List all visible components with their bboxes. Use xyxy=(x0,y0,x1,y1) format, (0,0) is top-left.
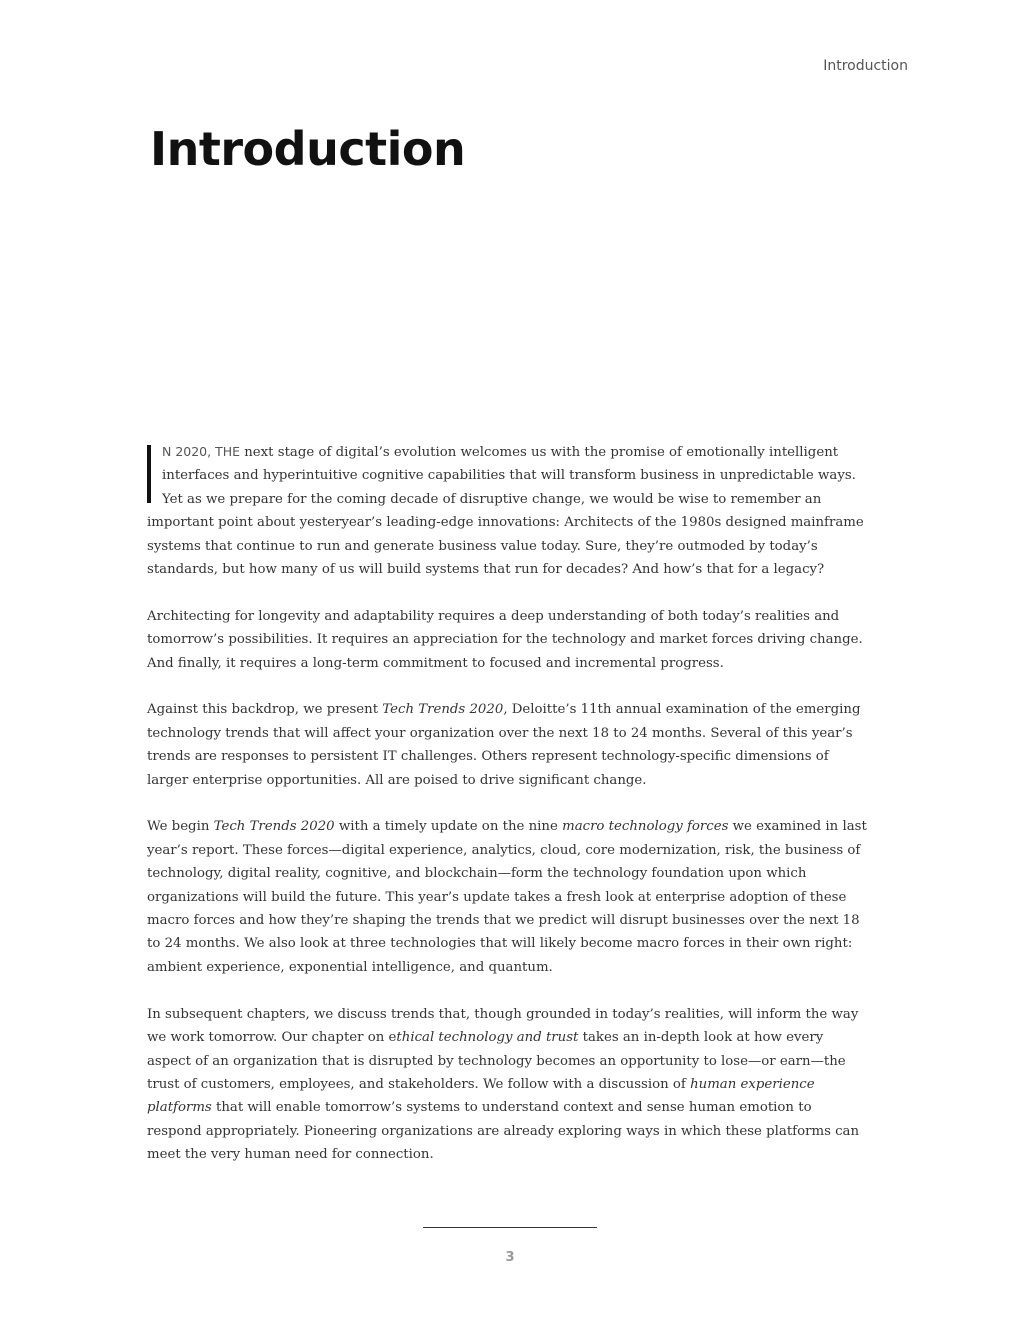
paragraph-text: In subsequent chapters, we discuss trends that, though grounded in today’s realities, will inform the way we work tomorrow. Our chapter on e xyxy=(147,1006,859,1046)
italic-text: macro technology forces xyxy=(562,819,729,835)
paragraph-5 xyxy=(147,1003,869,1167)
paragraph-3 xyxy=(147,698,869,792)
paragraph-1 xyxy=(147,440,869,581)
paragraph-text: , Deloitte’s 11th annual examination of the emerging technology trends that will affect your organization over the next 18 to 24 months. Several of this year’s trends are responses to persistent IT challenges. Others represent technology-specific dimensions of larger enterprise opportunities. All are poised to drive significant change. xyxy=(147,702,861,788)
lead-in-text: N 2020, THE xyxy=(162,444,241,459)
drop-cap-bar xyxy=(147,445,151,503)
page-title: Introduction xyxy=(150,122,466,176)
paragraph-2 xyxy=(147,605,869,675)
paragraph-text: with a timely update on the nine xyxy=(334,819,563,835)
paragraph-text: Architecting for longevity and adaptability requires a deep understanding of both today’s realities and tomorrow’s possibilities. It requires an appreciation for the technology and market forces driving change. And finally, it requires a long-term commitment to focused and incremental progress. xyxy=(147,608,863,671)
paragraph-text: we examined in last year’s report. These forces—digital experience, analytics, cloud, core modernization, risk, the business of technology, digital reality, cognitive, and blockchain—form the technology foundation upon which organizations will build the future. This year’s update takes a fresh look at enterprise adoption of these macro forces and how they’re shaping the trends that we predict will disrupt businesses over the next 18 to 24 months. We also look at three technologies that will likely become macro forces in their own right: ambient experience, exponential intelligence, and quantum. xyxy=(147,819,867,975)
footer-divider xyxy=(423,1227,597,1228)
paragraph-text: that will enable tomorrow’s systems to understand context and sense human emotion to respond appropriately. Pioneering organizations are already exploring ways in which these platforms can meet the very human need for connection. xyxy=(147,1100,860,1163)
page-number: 3 xyxy=(505,1250,515,1265)
paragraph-text: next stage of digital’s evolution welcomes us with the promise of emotionally intelligent interfaces and hyperintuitive cognitive capabilities that will transform business in unpredictable ways. Yet as we prepare for the coming decade of disruptive change, we would be wise to remember an important point about yesteryear’s leading-edge innovations: Architects of the 1980s designed mainframe systems that continue to run and generate business value today. Sure, they’re outmoded by today’s standards, but how many of us will build systems that run for decades? And how’s that for a legacy? xyxy=(147,445,864,578)
paragraph-4 xyxy=(147,815,869,979)
italic-text: Tech Trends 2020 xyxy=(382,702,504,718)
running-head: Introduction xyxy=(823,58,908,74)
paragraph-text: Against this backdrop, we present xyxy=(147,702,383,718)
body-text xyxy=(147,440,869,1190)
italic-text: thical technology and trust xyxy=(396,1030,579,1046)
paragraph-text: We begin xyxy=(147,819,214,835)
italic-text: Tech Trends 2020 xyxy=(213,819,335,835)
italic-text: human experience platforms xyxy=(147,1076,815,1116)
paragraph-text: takes an in-depth look at how every aspect of an organization that is disrupted by technology becomes an opportunity to lose—or earn—the trust of customers, employees, and stakeholders. We follow with a discussion of xyxy=(147,1030,846,1092)
